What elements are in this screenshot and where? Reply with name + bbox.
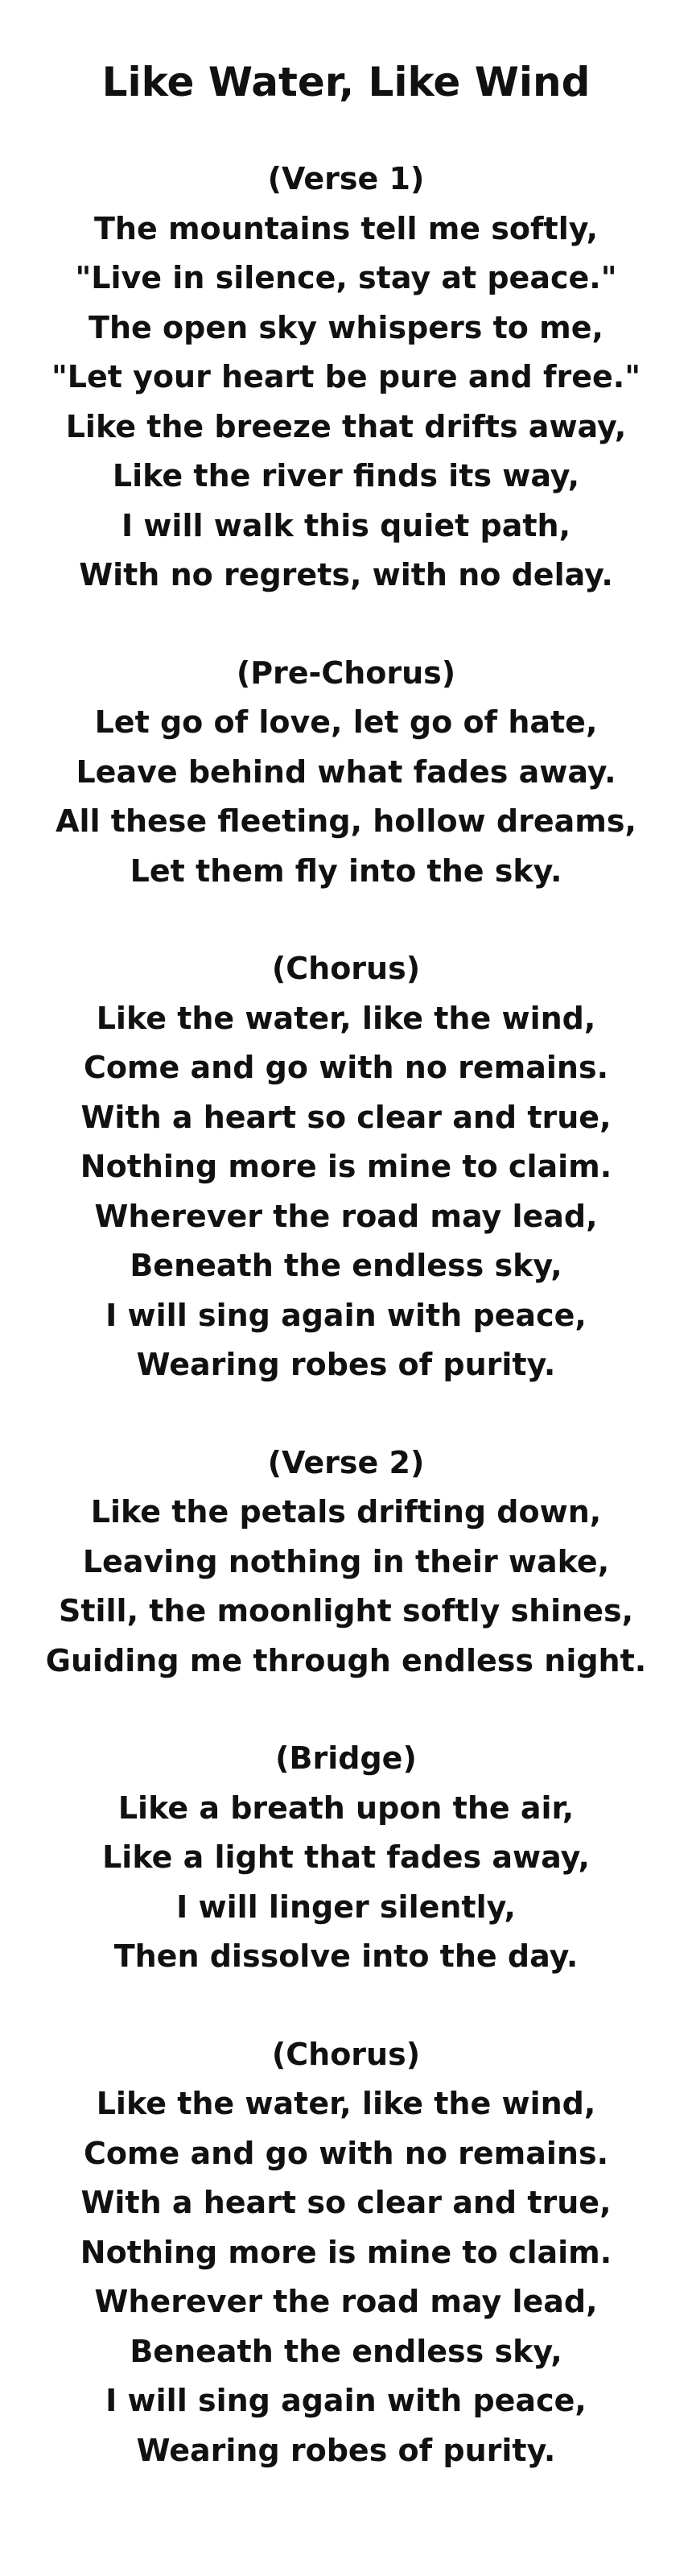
- lyric-line: With no regrets, with no delay.: [79, 557, 613, 592]
- lyric-line: All these fleeting, hollow dreams,: [56, 803, 636, 839]
- lyric-line: Come and go with no remains.: [83, 2135, 609, 2171]
- lyrics-section: [0, 1439, 692, 1686]
- lyric-line: The open sky whispers to me,: [89, 309, 603, 345]
- lyrics-section: [0, 155, 692, 601]
- lyric-line: Like the water, like the wind,: [96, 1000, 596, 1036]
- lyric-line: Like the water, like the wind,: [96, 2086, 596, 2121]
- lyric-line: "Let your heart be pure and free.": [51, 359, 641, 394]
- lyrics-section: [0, 1734, 692, 1982]
- lyric-line: With a heart so clear and true,: [80, 2185, 612, 2220]
- lyrics-section: [0, 944, 692, 1390]
- section-label: (Verse 1): [267, 161, 425, 196]
- lyric-line: "Live in silence, stay at peace.": [75, 260, 617, 295]
- section-label: (Pre-Chorus): [236, 654, 456, 691]
- lyric-line: I will sing again with peace,: [105, 2383, 587, 2418]
- section-label: (Verse 2): [267, 1444, 425, 1480]
- lyric-line: Guiding me through endless night.: [45, 1642, 647, 1678]
- section-label: (Chorus): [271, 2036, 421, 2072]
- section-label: (Bridge): [275, 1740, 417, 1776]
- lyric-line: Like the river finds its way,: [112, 458, 580, 493]
- lyric-line: Wearing robes of purity.: [136, 1347, 556, 1382]
- lyric-line: Then dissolve into the day.: [113, 1938, 579, 1974]
- lyric-line: Come and go with no remains.: [83, 1050, 609, 1085]
- lyric-line: Nothing more is mine to claim.: [80, 1149, 612, 1184]
- lyric-line: Nothing more is mine to claim.: [80, 2234, 612, 2270]
- lyrics-section: [0, 2030, 692, 2476]
- lyric-line: Let go of love, let go of hate,: [94, 704, 598, 740]
- lyric-line: I will walk this quiet path,: [121, 507, 571, 543]
- lyric-line: Like a light that fades away,: [102, 1839, 590, 1875]
- lyric-line: Leaving nothing in their wake,: [82, 1543, 610, 1579]
- lyric-line: I will linger silently,: [176, 1889, 516, 1925]
- lyric-line: Let them fly into the sky.: [130, 852, 562, 889]
- lyric-line: Like a breath upon the air,: [117, 1790, 575, 1826]
- lyric-line: With a heart so clear and true,: [80, 1099, 612, 1135]
- lyric-line: Like the petals drifting down,: [90, 1494, 602, 1530]
- lyric-line: Wherever the road may lead,: [94, 2284, 598, 2319]
- lyric-line: Still, the moonlight softly shines,: [58, 1593, 634, 1629]
- lyric-line: Beneath the endless sky,: [130, 2333, 562, 2369]
- lyric-line: The mountains tell me softly,: [93, 210, 599, 246]
- lyric-line: I will sing again with peace,: [105, 1297, 587, 1333]
- lyrics-section: [0, 649, 692, 897]
- song-title: Like Water, Like Wind: [101, 59, 591, 105]
- lyric-line: Wearing robes of purity.: [136, 2432, 556, 2468]
- section-label: (Chorus): [271, 951, 421, 986]
- lyric-line: Leave behind what fades away.: [76, 753, 616, 790]
- lyric-line: Like the breeze that drifts away,: [65, 408, 627, 444]
- lyric-line: Beneath the endless sky,: [130, 1248, 562, 1283]
- lyric-line: Wherever the road may lead,: [94, 1198, 598, 1234]
- lyrics-body: [0, 155, 692, 2524]
